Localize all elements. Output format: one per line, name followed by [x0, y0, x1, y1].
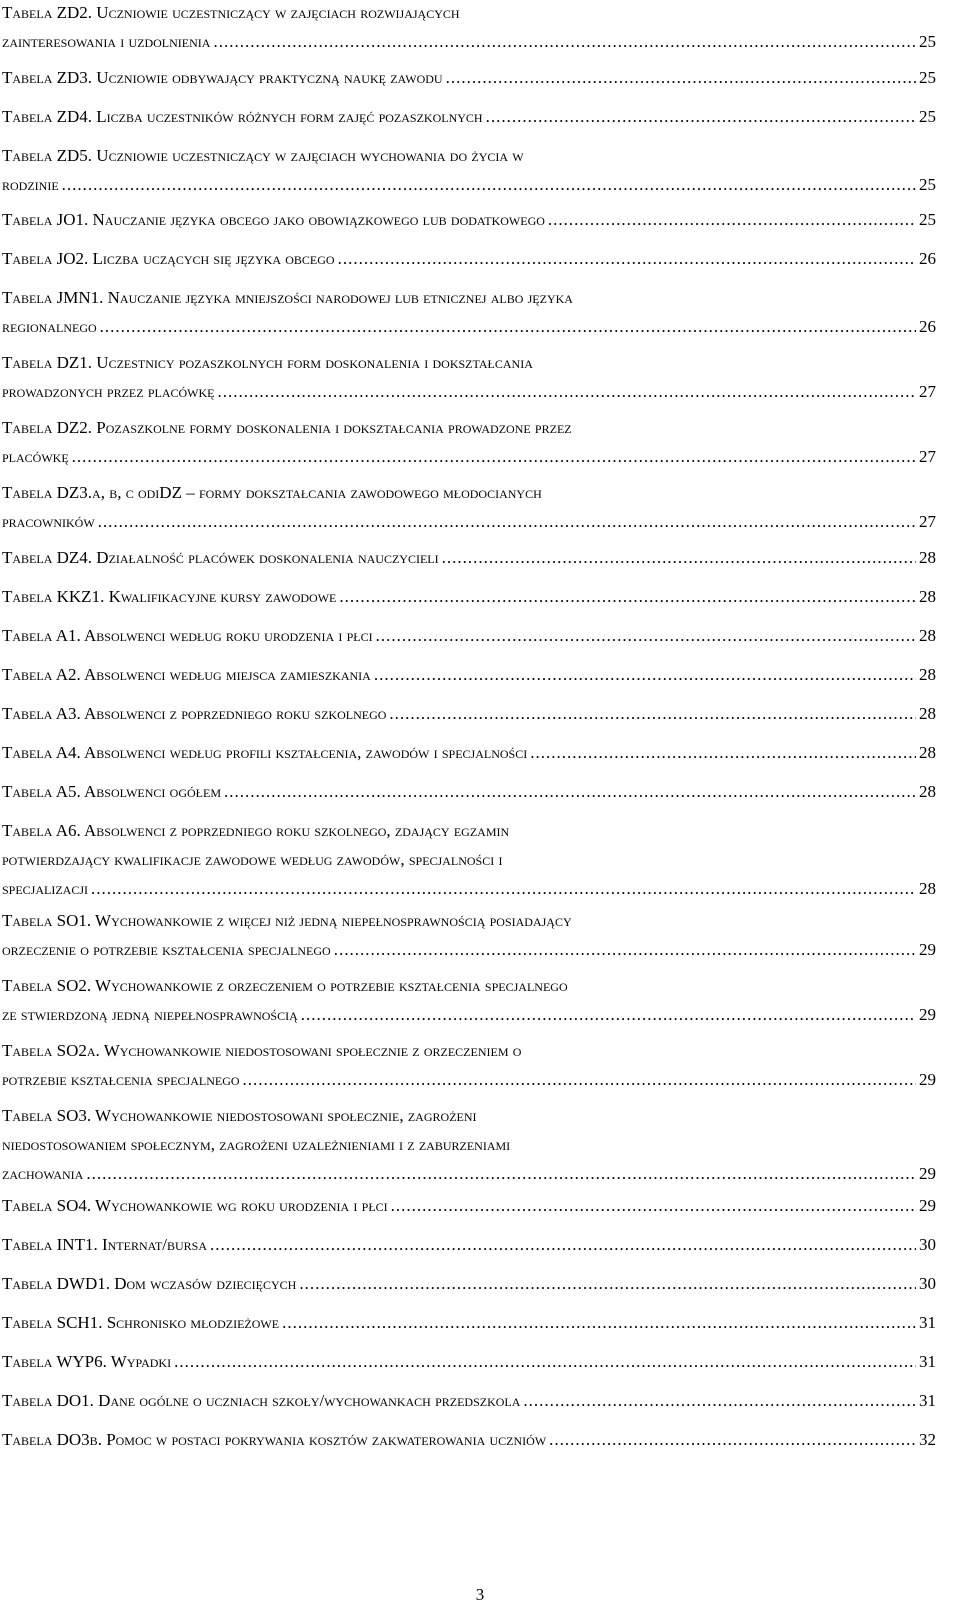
- toc-entry-title-line: Tabela SCH1. Schronisko młodzieżowe: [2, 1313, 280, 1332]
- toc-entry[interactable]: [2, 1038, 936, 1093]
- toc-entry-page: 28: [919, 548, 936, 567]
- toc-entry-page: 29: [919, 1005, 936, 1024]
- toc-entry[interactable]: [2, 740, 936, 766]
- toc-entry[interactable]: [2, 1232, 936, 1258]
- toc-entry-title-line: Tabela JO2. Liczba uczących się języka obcego: [2, 249, 335, 268]
- toc-entry-title-line: Tabela A6. Absolwenci z poprzedniego roku szkolnego, zdający egzamin: [2, 821, 510, 840]
- dot-leader: [299, 1271, 916, 1297]
- toc-entry-page: 32: [919, 1430, 936, 1449]
- toc-entry[interactable]: [2, 1271, 936, 1297]
- toc-entry-title-line: prowadzonych przez placówkę: [2, 382, 215, 401]
- toc-entry[interactable]: [2, 350, 936, 405]
- toc-entry-page: 27: [919, 382, 936, 401]
- toc-entry-title-line: Tabela A2. Absolwenci według miejsca zamieszkania: [2, 665, 371, 684]
- toc-entry-page: 30: [919, 1235, 936, 1254]
- toc-entry-title-line: Tabela A4. Absolwenci według profili kształcenia, zawodów i specjalności: [2, 743, 528, 762]
- toc-entry-title-line: Tabela DWD1. Dom wczasów dziecięcych: [2, 1274, 297, 1293]
- toc-entry-title-line: Tabela SO2a. Wychowankowie niedostosowani społecznie z orzeczeniem o: [2, 1041, 522, 1060]
- toc-entry-title-line: Tabela DZ4. Działalność placówek doskonalenia nauczycieli: [2, 548, 439, 567]
- toc-entry-page: 28: [919, 704, 936, 723]
- toc-entry[interactable]: [2, 1310, 936, 1336]
- toc-entry-page: 25: [919, 107, 936, 126]
- toc-entry[interactable]: [2, 207, 936, 233]
- toc-entry-page: 29: [919, 1070, 936, 1089]
- toc-entry[interactable]: [2, 1349, 936, 1375]
- dot-leader: [486, 104, 916, 130]
- toc-entry-page: 26: [919, 249, 936, 268]
- dot-leader: [442, 545, 916, 571]
- toc-entry[interactable]: [2, 1103, 936, 1187]
- toc-entry-title-line: Tabela JO1. Nauczanie języka obcego jako obowiązkowego lub dodatkowego: [2, 210, 545, 229]
- toc-entry-title-line: Tabela DO1. Dane ogólne o uczniach szkoły/wychowankach przedszkola: [2, 1391, 521, 1410]
- toc-entry-page: 25: [919, 210, 936, 229]
- toc-entry[interactable]: [2, 779, 936, 805]
- dot-leader: [301, 1002, 916, 1028]
- toc-entry[interactable]: [2, 973, 936, 1028]
- dot-leader: [86, 1161, 916, 1187]
- dot-leader: [334, 937, 916, 963]
- toc-entry-title-line: Tabela SO4. Wychowankowie wg roku urodzenia i płci: [2, 1196, 388, 1215]
- toc-entry-title-line: Tabela DZ1. Uczestnicy pozaszkolnych form doskonalenia i dokształcania: [2, 353, 533, 372]
- toc-entry-page: 26: [919, 317, 936, 336]
- toc-entry-title-line: Tabela ZD4. Liczba uczestników różnych form zajęć pozaszkolnych: [2, 107, 483, 126]
- dot-leader: [339, 584, 916, 610]
- dot-leader: [213, 29, 916, 55]
- toc-entry-page: 25: [919, 175, 936, 194]
- toc-entry-title-line: potrzebie kształcenia specjalnego: [2, 1070, 240, 1089]
- toc-entry-title-line: Tabela DZ3.a, b, c odiDZ – formy dokształcania zawodowego młodocianych: [2, 483, 542, 502]
- toc-entry[interactable]: [2, 701, 936, 727]
- toc-entry-page: 31: [919, 1352, 936, 1371]
- dot-leader: [243, 1067, 916, 1093]
- toc-entry[interactable]: [2, 1427, 936, 1453]
- toc-entry-title-line: Tabela JMN1. Nauczanie języka mniejszości narodowej lub etnicznej albo języka: [2, 288, 573, 307]
- toc-entry[interactable]: [2, 104, 936, 130]
- toc-entry-title-line: Tabela DZ2. Pozaszkolne formy doskonalenia i dokształcania prowadzone przez: [2, 418, 572, 437]
- toc-entry[interactable]: [2, 818, 936, 902]
- dot-leader: [530, 740, 916, 766]
- toc-entry[interactable]: [2, 65, 936, 91]
- toc-entry-title-line: Tabela SO3. Wychowankowie niedostosowani społecznie, zagrożeni: [2, 1106, 477, 1125]
- dot-leader: [210, 1232, 916, 1258]
- toc-entry-title-line: regionalnego: [2, 317, 97, 336]
- toc-entry-title-line: Tabela DO3b. Pomoc w postaci pokrywania kosztów zakwaterowania uczniów: [2, 1430, 547, 1449]
- toc-entry-title-line: niedostosowaniem społecznym, zagrożeni uzależnieniami i z zaburzeniami: [2, 1135, 511, 1154]
- toc-entry-title-line: specjalizacji: [2, 879, 89, 898]
- toc-entry-page: 28: [919, 879, 936, 898]
- dot-leader: [338, 246, 916, 272]
- toc-entry[interactable]: [2, 285, 936, 340]
- toc-entry-page: 29: [919, 1164, 936, 1183]
- toc-entry-title-line: pracowników: [2, 512, 95, 531]
- toc-entry-page: 31: [919, 1391, 936, 1410]
- dot-leader: [224, 779, 916, 805]
- toc-entry[interactable]: [2, 1388, 936, 1414]
- toc-entry-page: 25: [919, 32, 936, 51]
- toc-entry[interactable]: [2, 0, 936, 55]
- dot-leader: [91, 876, 916, 902]
- dot-leader: [282, 1310, 916, 1336]
- dot-leader: [72, 444, 916, 470]
- toc-entry[interactable]: [2, 545, 936, 571]
- dot-leader: [376, 623, 916, 649]
- toc-entry-title-line: Tabela SO1. Wychowankowie z więcej niż jedną niepełnosprawnością posiadający: [2, 911, 572, 930]
- dot-leader: [446, 65, 916, 91]
- toc-entry-page: 28: [919, 587, 936, 606]
- toc-entry-page: 27: [919, 447, 936, 466]
- toc-entry-title-line: Tabela SO2. Wychowankowie z orzeczeniem o potrzebie kształcenia specjalnego: [2, 976, 568, 995]
- toc-entry-title-line: Tabela A5. Absolwenci ogółem: [2, 782, 221, 801]
- toc-entry-page: 27: [919, 512, 936, 531]
- toc-entry-title-line: Tabela ZD5. Uczniowie uczestniczący w zajęciach wychowania do życia w: [2, 146, 524, 165]
- dot-leader: [389, 701, 916, 727]
- toc-entry-page: 28: [919, 665, 936, 684]
- toc-entry[interactable]: [2, 584, 936, 610]
- toc-entry-title-line: Tabela ZD2. Uczniowie uczestniczący w zajęciach rozwijających: [2, 3, 460, 22]
- page-number: 3: [475, 1585, 485, 1604]
- toc-entry-page: 25: [919, 68, 936, 87]
- dot-leader: [549, 1427, 916, 1453]
- toc-entry[interactable]: [2, 908, 936, 963]
- toc-entry-page: 31: [919, 1313, 936, 1332]
- toc-entry-page: 29: [919, 940, 936, 959]
- toc-entry-title-line: Tabela A1. Absolwenci według roku urodzenia i płci: [2, 626, 373, 645]
- dot-leader: [100, 314, 916, 340]
- toc-entry-title-line: Tabela A3. Absolwenci z poprzedniego roku szkolnego: [2, 704, 387, 723]
- toc-entry-page: 28: [919, 626, 936, 645]
- toc-entry-title-line: orzeczenie o potrzebie kształcenia specjalnego: [2, 940, 331, 959]
- toc-entry-title-line: zachowania: [2, 1164, 84, 1183]
- toc-entry[interactable]: [2, 246, 936, 272]
- dot-leader: [391, 1193, 916, 1219]
- dot-leader: [374, 662, 916, 688]
- toc-entry-title-line: Tabela INT1. Internat/bursa: [2, 1235, 208, 1254]
- toc-entry[interactable]: [2, 1193, 936, 1219]
- toc-entry-title-line: Tabela WYP6. Wypadki: [2, 1352, 172, 1371]
- toc-entry-page: 30: [919, 1274, 936, 1293]
- toc-entry-title-line: zainteresowania i uzdolnienia: [2, 32, 211, 51]
- toc-entry-title-line: potwierdzający kwalifikacje zawodowe według zawodów, specjalności i: [2, 850, 503, 869]
- toc-entry-page: 29: [919, 1196, 936, 1215]
- toc-entry-title-line: Tabela ZD3. Uczniowie odbywający praktyczną naukę zawodu: [2, 68, 443, 87]
- toc-entry-title-line: Tabela KKZ1. Kwalifikacyjne kursy zawodowe: [2, 587, 337, 606]
- toc-entry-page: 28: [919, 743, 936, 762]
- toc-entry-title-line: ze stwierdzoną jedną niepełnosprawnością: [2, 1005, 298, 1024]
- dot-leader: [174, 1349, 916, 1375]
- dot-leader: [62, 172, 916, 198]
- toc-entry[interactable]: [2, 415, 936, 470]
- dot-leader: [523, 1388, 916, 1414]
- toc-entry-page: 28: [919, 782, 936, 801]
- dot-leader: [218, 379, 917, 405]
- toc-entry[interactable]: [2, 143, 936, 198]
- toc-entry[interactable]: [2, 623, 936, 649]
- toc-entry[interactable]: [2, 480, 936, 535]
- toc-entry-title-line: rodzinie: [2, 175, 59, 194]
- toc-entry-title-line: placówkę: [2, 447, 69, 466]
- dot-leader: [98, 509, 916, 535]
- dot-leader: [548, 207, 916, 233]
- toc-entry[interactable]: [2, 662, 936, 688]
